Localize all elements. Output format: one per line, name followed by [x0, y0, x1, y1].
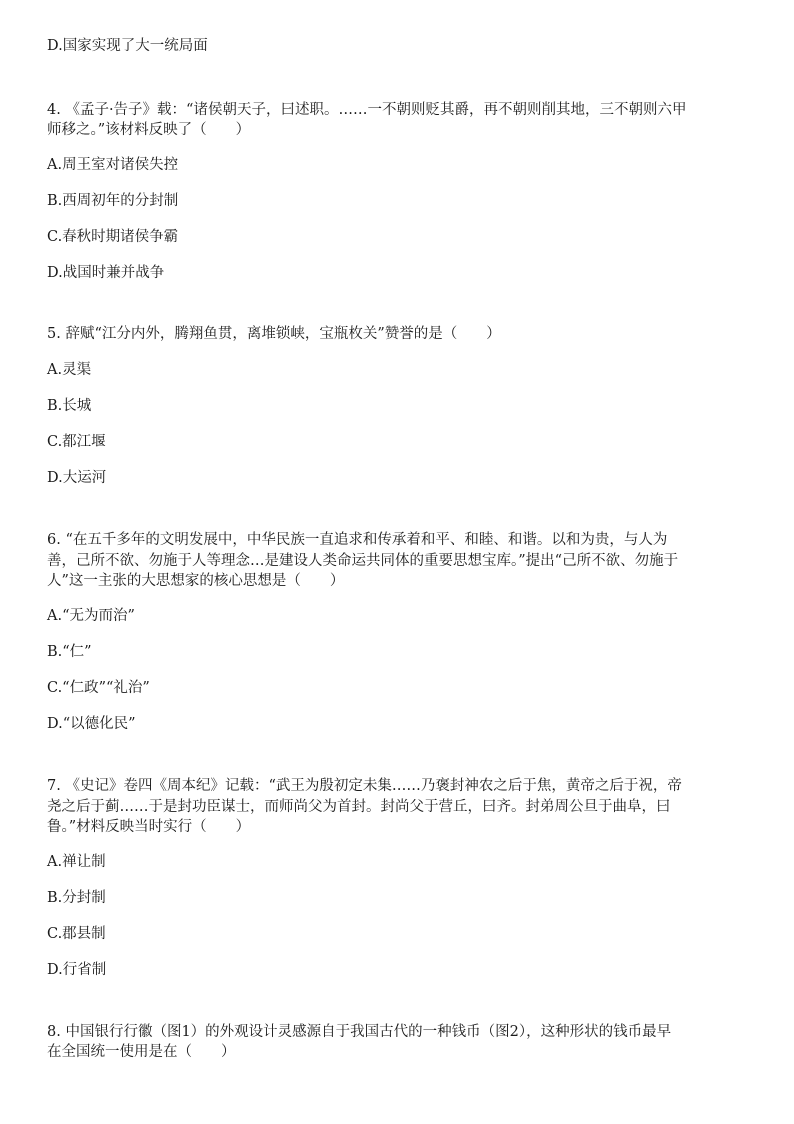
q7-option-c: C.郡县制 [47, 926, 106, 942]
q7-stem-line2: 尧之后于蓟……于是封功臣谋士，而师尚父为首封。封尚父于营丘，曰齐。封弟周公旦于曲阜，曰 [47, 799, 671, 815]
q7-option-b: B.分封制 [47, 890, 106, 906]
q3-option-d: D.国家实现了大一统局面 [47, 38, 208, 54]
q5-stem-line1: 5. 辞赋“江分内外，腾翔鱼贯，离堆锁峡，宝瓶枚关”赞誉的是（ ） [47, 326, 501, 342]
q6-option-a: A.“无为而治” [47, 608, 135, 624]
q4-option-a: A.周王室对诸侯失控 [47, 157, 179, 173]
q4-option-b: B.西周初年的分封制 [47, 193, 179, 209]
q7-stem-line1: 7. 《史记》卷四《周本纪》记载：“武王为殷初定未集……乃褒封神农之后于焦，黄帝之后于祝，帝 [47, 778, 682, 794]
q8-stem-line2: 在全国统一使用是在（ ） [47, 1044, 236, 1060]
q4-stem-line1: 4. 《孟子·告子》载：“诸侯朝天子，曰述职。……一不朝则贬其爵，再不朝则削其地，三不朝则六甲 [47, 102, 687, 118]
q4-stem-line2: 师移之。”该材料反映了（ ） [47, 122, 251, 138]
q7-option-d: D.行省制 [47, 962, 107, 978]
q6-option-b: B.“仁” [47, 644, 92, 660]
q6-stem-line1: 6. “在五千多年的文明发展中，中华民族一直追求和传承着和平、和睦、和谐。以和为贵，与人为 [47, 532, 668, 548]
q6-stem-line3: 人”这一主张的大思想家的核心思想是（ ） [47, 573, 345, 589]
q5-option-a: A.灵渠 [47, 362, 92, 378]
q6-stem-line2: 善，己所不欲、勿施于人等理念…是建设人类命运共同体的重要思想宝库。”提出“己所不欲、勿施于 [47, 553, 679, 569]
q6-option-c: C.“仁政”“礼治” [47, 680, 150, 696]
q6-option-d: D.“以德化民” [47, 716, 136, 732]
q4-option-c: C.春秋时期诸侯争霸 [47, 229, 179, 245]
q5-option-c: C.都江堰 [47, 434, 106, 450]
q7-stem-line3: 鲁。”材料反映当时实行（ ） [47, 819, 251, 835]
q5-option-d: D.大运河 [47, 470, 107, 486]
q4-option-d: D.战国时兼并战争 [47, 265, 165, 281]
q7-option-a: A.禅让制 [47, 854, 106, 870]
q5-option-b: B.长城 [47, 398, 92, 414]
q8-stem-line1: 8. 中国银行行徽（图1）的外观设计灵感源自于我国古代的一种钱币（图2），这种形状的钱币最早 [47, 1024, 672, 1040]
